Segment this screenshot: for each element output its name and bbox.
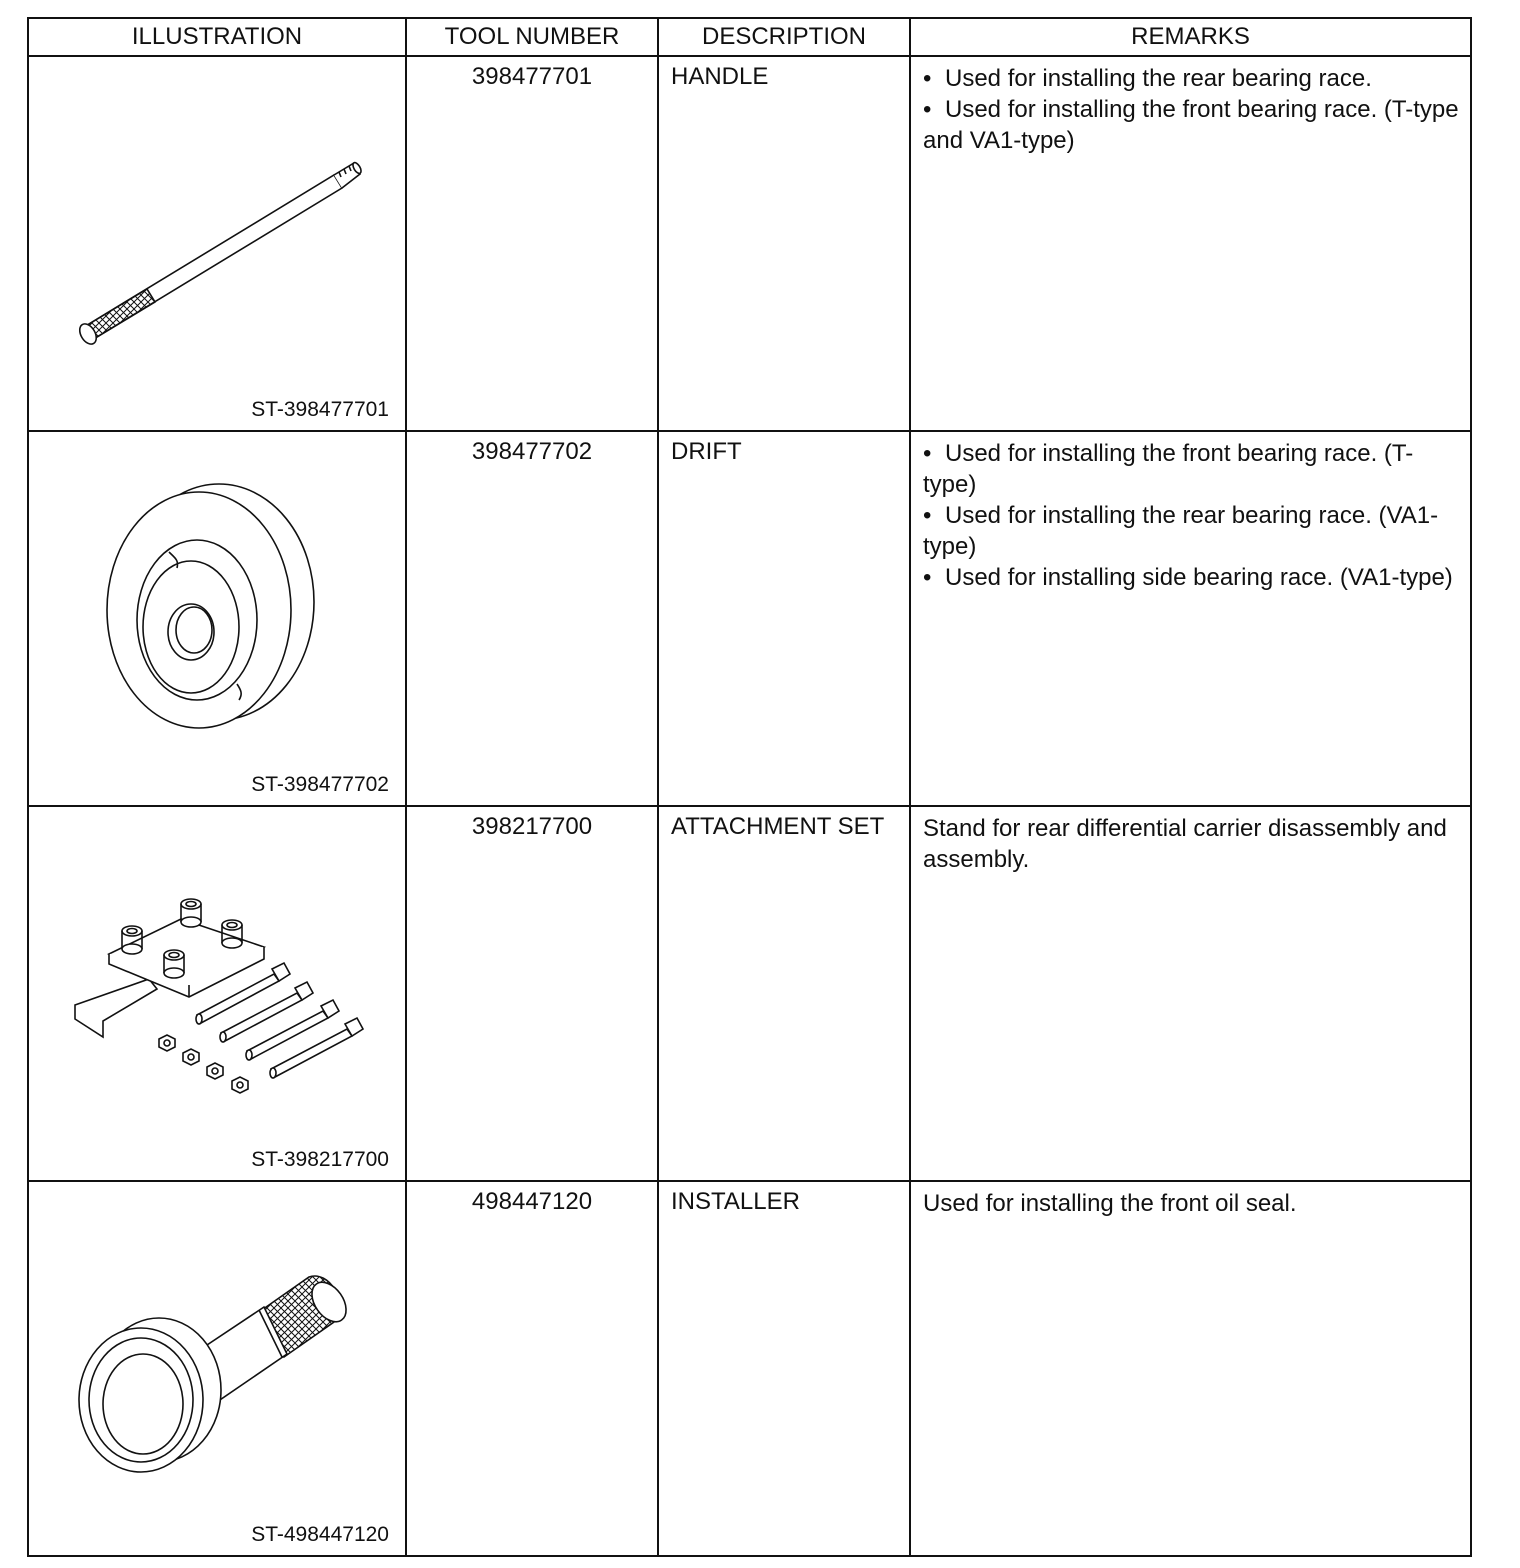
tool-number: 398217700 — [406, 806, 658, 1181]
drift-icon — [29, 432, 407, 799]
illustration-cell — [28, 1181, 406, 1556]
installer-icon — [29, 1182, 407, 1549]
illustration-label: ST-398477702 — [251, 773, 389, 796]
tool-number: 498447120 — [406, 1181, 658, 1556]
tool-description: HANDLE — [658, 56, 910, 431]
special-tools-table — [27, 17, 1472, 1557]
tool-remarks — [910, 56, 1471, 431]
table-row — [28, 1181, 1471, 1556]
tool-description: INSTALLER — [658, 1181, 910, 1556]
illustration-cell — [28, 431, 406, 806]
illustration-label: ST-498447120 — [251, 1523, 389, 1546]
header-row — [28, 18, 1471, 56]
tool-remarks — [910, 431, 1471, 806]
illustration-cell — [28, 806, 406, 1181]
header-illustration: ILLUSTRATION — [28, 18, 406, 56]
illustration-label: ST-398217700 — [251, 1148, 389, 1171]
tool-description: ATTACHMENT SET — [658, 806, 910, 1181]
tool-remarks: Used for installing the front oil seal. — [910, 1181, 1471, 1556]
attachment-set-icon — [29, 807, 407, 1174]
header-tool-number: TOOL NUMBER — [406, 18, 658, 56]
header-remarks: REMARKS — [910, 18, 1471, 56]
tool-number: 398477701 — [406, 56, 658, 431]
tool-remarks: Stand for rear differential carrier disassembly and assembly. — [910, 806, 1471, 1181]
remark-item: • Used for installing the front bearing race. (T-type and VA1-type) — [923, 96, 1459, 154]
header-description: DESCRIPTION — [658, 18, 910, 56]
illustration-label: ST-398477701 — [251, 398, 389, 421]
handle-icon — [29, 57, 407, 424]
remark-item: • Used for installing the rear bearing race. (VA1-type) — [923, 502, 1439, 560]
tool-number: 398477702 — [406, 431, 658, 806]
table-row — [28, 431, 1471, 806]
table-row — [28, 56, 1471, 431]
remark-item: • Used for installing the rear bearing race. — [923, 65, 1372, 92]
remark-item: • Used for installing the front bearing race. (T-type) — [923, 440, 1414, 498]
tool-description: DRIFT — [658, 431, 910, 806]
remark-item: • Used for installing side bearing race. (VA1-type) — [923, 564, 1453, 591]
table-row — [28, 806, 1471, 1181]
illustration-cell — [28, 56, 406, 431]
